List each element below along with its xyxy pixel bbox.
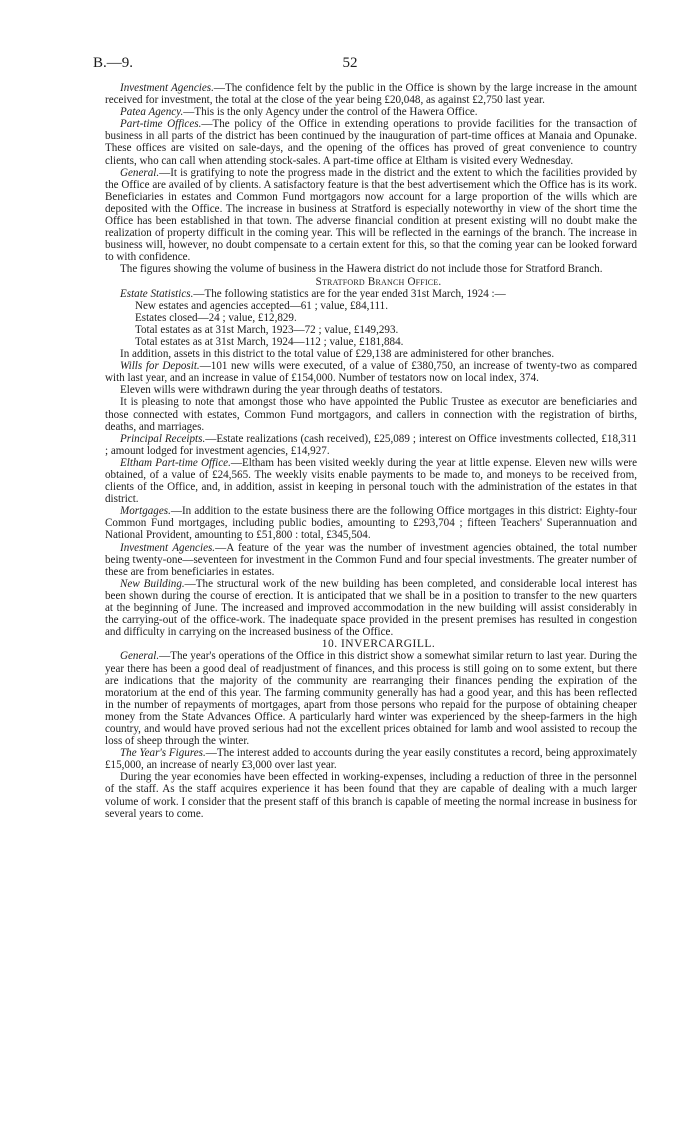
paragraph-lead: Mortgages. bbox=[120, 505, 171, 518]
paragraph: It is pleasing to note that amongst those who have appointed the Public Trustee as executor are beneficiaries and those connected with estates, Common Fund mortgagors, and callers in connection with the registration of births, deaths, and marriages. bbox=[105, 396, 637, 433]
paragraph: During the year economies have been effected in working-expenses, including a reduction of three in the personnel of the staff. As the staff acquires experience it has been found that they are capable of dealing with a much larger volume of work. I consider that the present staff of this branch is capable of meeting the normal increase in business for several years to come. bbox=[105, 771, 637, 820]
paragraph-text: —It is gratifying to note the progress made in the district and the extent to which the facilities provided by the Office are availed of by clients. A satisfactory feature is that the best advertisement which the Office has is its work. Beneficiaries in estates and Common Fund mortgagors now account for a large proportion of the wills which are deposited with the Office. The increase in business at Stratford is especially noteworthy in view of the short time the Office has been established in that town. The adverse financial condition at present existing will no doubt make the realization of property difficult in the coming year. This will be reflected in the earnings of the branch. The increase in business will, however, no doubt compensate to a certain extent for this, so that the coming year can be looked forward to with confidence. bbox=[105, 166, 637, 264]
paragraph-lead: Wills for Deposit. bbox=[120, 360, 200, 373]
paragraph-lead: Patea Agency. bbox=[120, 106, 184, 119]
paragraph-text: —This is the only Agency under the control of the Hawera Office. bbox=[183, 106, 478, 119]
statistic-line: Total estates as at 31st March, 1924—112 ; value, £181,884. bbox=[135, 335, 404, 348]
body-text bbox=[105, 82, 637, 820]
paragraph bbox=[105, 747, 637, 771]
paragraph bbox=[105, 360, 637, 384]
paragraph bbox=[105, 288, 637, 300]
paragraph-text: —The interest added to accounts during the year easily constitutes a record, being approximately £15,000, an increase of nearly £3,000 over last year. bbox=[105, 747, 637, 772]
paragraph-text: —Eltham has been visited weekly during the year at little expense. Eleven new wills were obtained, of a value of £24,565. The weekly visits enable payments to be made to, and moneys to be received from, clients of the Office, and, in addition, assist in keeping in personal touch with the administration of the estates in that district. bbox=[105, 456, 637, 506]
paragraph-text: —The year's operations of the Office in this district show a somewhat similar return to last year. During the year there has been a good deal of readjustment of finances, and this process is still going on to some extent, but there are indications that the majority of the community are rearranging their finances pending the expiration of the moratorium at the end of this year. The farming community generally has had a good year, and this has been reflected in the number of repayments of mortgages, apart from those persons who repaid for the purpose of obtaining cheaper money from the State Advances Office. A particularly hard winter was experienced by the sheep-farmers in the high country, and would have proved serious had not the excellent prices obtained for lamb and wool assisted to recoup the loss of sheep through the winter. bbox=[105, 650, 637, 748]
paragraph-text: —The policy of the Office in extending operations to provide facilities for the transaction of business in all parts of the district has been continued by the inauguration of part-time offices at Manaia and Opunake. These offices are visited on sale-days, and the opening of the offices has proved of great convenience to country clients, who can call when attending stock-sales. A part-time office at Eltham is visited every Wednesday. bbox=[105, 118, 637, 167]
paragraph: In addition, assets in this district to the total value of £29,138 are administered for other branches. bbox=[120, 348, 555, 361]
paragraph-lead: Part-time Offices. bbox=[120, 118, 202, 131]
paragraph-lead: General. bbox=[120, 650, 160, 663]
paragraph bbox=[105, 167, 637, 264]
paragraph bbox=[105, 578, 637, 638]
paragraph-text: —The structural work of the new building has been completed, and considerable local interest has been shown during the course of erection. It is anticipated that we shall be in a position to transfer to the new quarters at the beginning of June. The increased and improved accommodation in the new building will assist considerably in the carrying-out of the office-work. The inadequate space provided in the present premises has resulted in congestion and difficulty in carrying on the increased business of the Office. bbox=[105, 577, 637, 639]
document-code: B.—9. bbox=[93, 55, 134, 71]
paragraph-text: —The confidence felt by the public in the Office is shown by the large increase in the amount received for investment, the total at the close of the year being £20,048, as against £2,750 last year. bbox=[105, 82, 637, 107]
statistic-line: New estates and agencies accepted—61 ; value, £84,111. bbox=[135, 299, 389, 312]
paragraph-text: —The following statistics are for the year ended 31st March, 1924 :— bbox=[193, 287, 506, 300]
statistic-line: Estates closed—24 ; value, £12,829. bbox=[135, 311, 297, 324]
page-header bbox=[0, 55, 700, 73]
paragraph bbox=[105, 118, 637, 166]
paragraph-lead: New Building. bbox=[120, 577, 185, 590]
section-heading: 10. INVERCARGILL. bbox=[321, 638, 436, 651]
paragraph bbox=[105, 650, 637, 747]
paragraph-text: —Estate realizations (cash received), £25,089 ; interest on Office investments collected, £18,311 ; amount lodged for investment agencies, £14,927. bbox=[105, 432, 637, 457]
paragraph-lead: Investment Agencies. bbox=[120, 82, 214, 94]
section-heading: Stratford Branch Office. bbox=[315, 275, 442, 288]
paragraph-lead: Eltham Part-time Office. bbox=[120, 456, 231, 469]
paragraph bbox=[105, 505, 637, 541]
paragraph bbox=[105, 457, 637, 505]
paragraph bbox=[105, 433, 637, 457]
paragraph-lead: Principal Receipts. bbox=[120, 432, 206, 445]
paragraph: The figures showing the volume of business in the Hawera district do not include those for Stratford Branch. bbox=[120, 263, 603, 276]
paragraph-lead: The Year's Figures. bbox=[120, 747, 206, 760]
paragraph-lead: Estate Statistics. bbox=[120, 287, 194, 300]
paragraph-text: —A feature of the year was the number of investment agencies obtained, the total number being twenty-one—seventeen for investment in the Common Fund and four special investments. The greater number of these are from beneficiaries in estates. bbox=[105, 541, 637, 578]
paragraph bbox=[105, 542, 637, 578]
paragraph-text: —In addition to the estate business there are the following Office mortgages in this district: Eighty-four Common Fund mortgages, including public bodies, amounting to £293,704 ; fifteen Teachers' Superannuation and National Provident, amounting to £51,800 : total, £345,504. bbox=[105, 505, 637, 542]
paragraph-lead: General. bbox=[120, 166, 160, 179]
statistic-line: Total estates as at 31st March, 1923—72 ; value, £149,293. bbox=[135, 323, 399, 336]
paragraph-text: —101 new wills were executed, of a value of £380,750, an increase of twenty-two as compared with last year, and an increase in value of £154,000. Number of testators now on local index, 374. bbox=[105, 360, 637, 385]
page-number: 52 bbox=[342, 55, 358, 71]
paragraph: Eleven wills were withdrawn during the year through deaths of testators. bbox=[120, 384, 443, 397]
paragraph bbox=[105, 82, 637, 106]
paragraph bbox=[105, 106, 637, 118]
paragraph-lead: Investment Agencies. bbox=[120, 541, 216, 554]
